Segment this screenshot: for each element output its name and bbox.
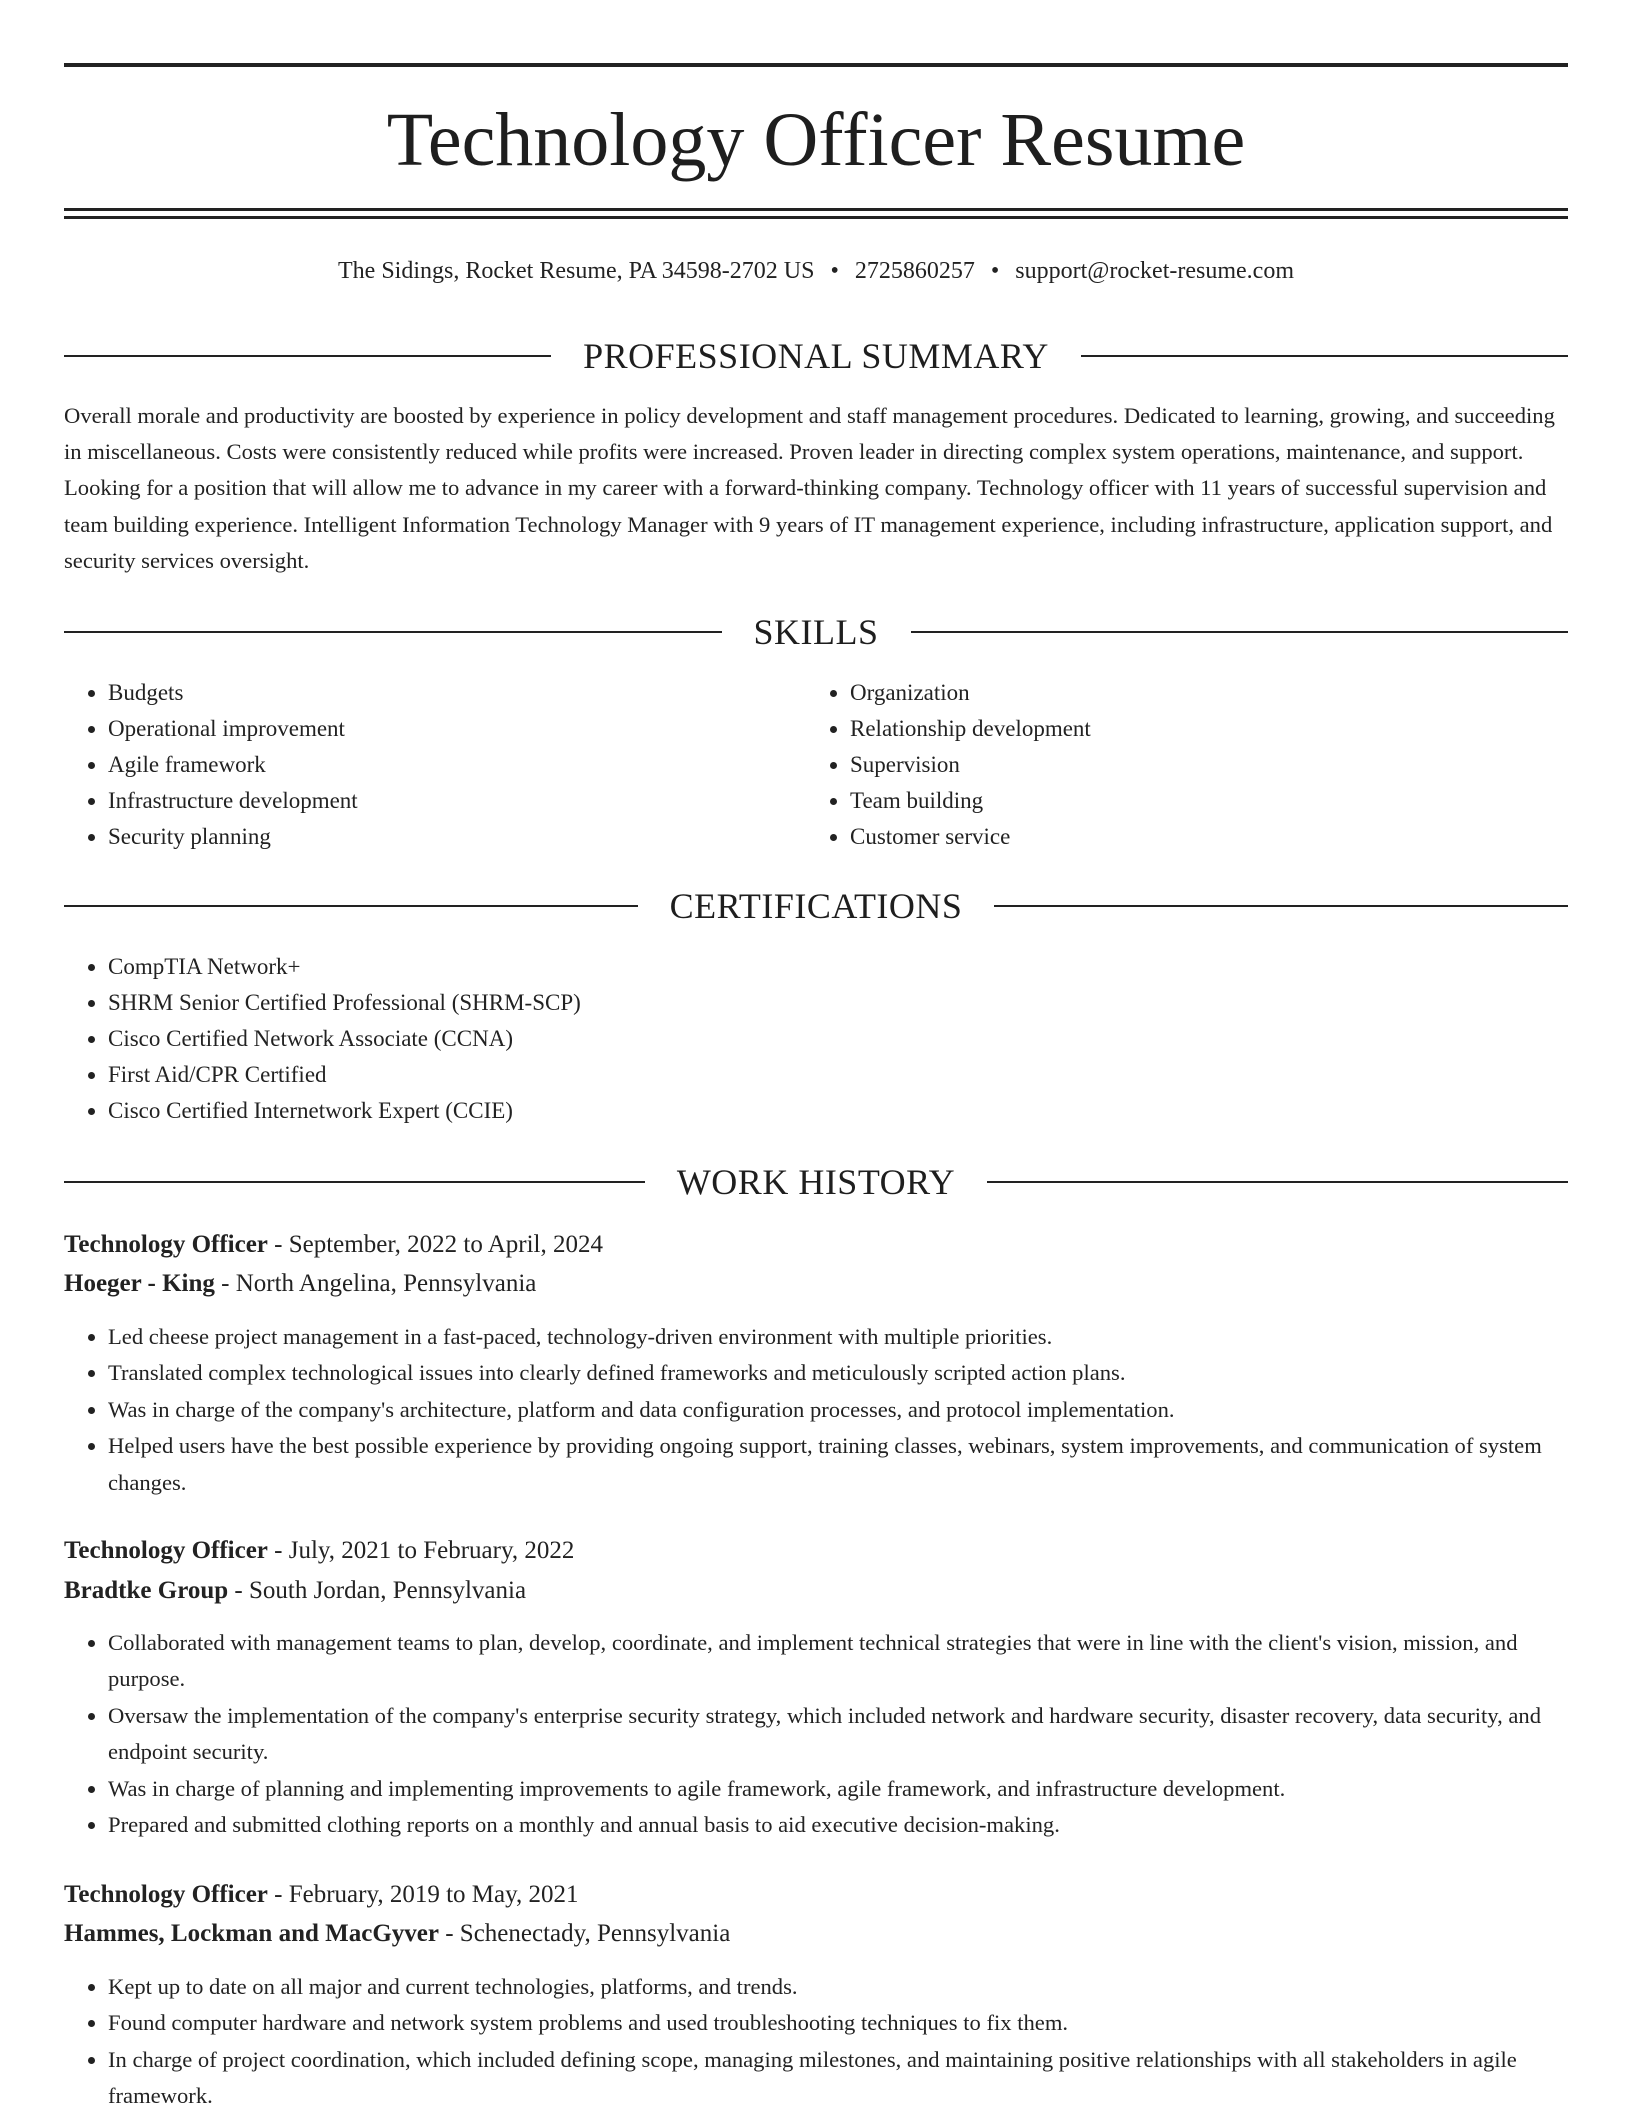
heading-rule-right <box>1081 355 1568 357</box>
contact-line <box>64 254 1568 288</box>
certification-item: • Cisco Certified Internetwork Expert (CCIE) <box>108 1093 1568 1129</box>
certification-item: • Cisco Certified Network Associate (CCNA) <box>108 1021 1568 1057</box>
summary-heading-label: PROFESSIONAL SUMMARY <box>583 336 1049 376</box>
job-company: Bradtke Group <box>64 1577 229 1604</box>
skill-item: • Customer service <box>850 819 1548 855</box>
contact-separator: • <box>990 258 1000 284</box>
job-bullets <box>64 1969 1568 2115</box>
contact-email[interactable]: support@rocket-resume.com <box>1015 258 1294 284</box>
certifications-heading <box>64 884 1568 928</box>
certifications-list <box>64 949 1568 1129</box>
skill-item: • Relationship development <box>850 711 1548 747</box>
header-bottom-rule-1 <box>64 208 1568 211</box>
heading-rule-left <box>64 905 638 907</box>
job-bullets <box>64 1625 1568 1843</box>
skill-item: • Operational improvement <box>108 711 806 747</box>
job-company: Hoeger - King <box>64 1270 215 1297</box>
certification-item: • SHRM Senior Certified Professional (SHRM-SCP) <box>108 985 1568 1021</box>
skill-item: • Security planning <box>108 819 806 855</box>
job-company-line <box>64 1916 1568 1952</box>
skill-item: • Organization <box>850 675 1548 711</box>
job-company-line <box>64 1573 1568 1609</box>
contact-phone: 2725860257 <box>854 258 975 284</box>
job-title: Technology Officer <box>64 1881 268 1908</box>
job-location: - North Angelina, Pennsylvania <box>214 1270 537 1297</box>
summary-text: Overall morale and productivity are boosted by experience in policy development and staff management procedures. Dedicated to learning, growing, and succeeding in miscellaneous. Costs were consistently reduced while profits were increased. Proven leader in directing complex system operations, maintenance, and support. Looking for a position that will allow me to advance in my career with a forward-thinking company. Technology officer with 11 years of successful supervision and team building experience. Intelligent Information Technology Manager with 9 years of IT management experience, including infrastructure, application support, and security services oversight. <box>64 403 1555 573</box>
heading-rule-right <box>994 905 1568 907</box>
job-bullet: • Translated complex technological issues into clearly defined frameworks and meticulously scripted action plans. <box>108 1355 1568 1391</box>
skill-item: • Infrastructure development <box>108 783 806 819</box>
heading-rule-left <box>64 1181 645 1183</box>
job-bullet: • Led cheese project management in a fast-paced, technology-driven environment with multiple priorities. <box>108 1319 1568 1355</box>
job-dates: - September, 2022 to April, 2024 <box>267 1231 603 1258</box>
summary-heading <box>64 334 1568 378</box>
skills-column-left <box>64 675 806 855</box>
resume-title: Technology Officer Resume <box>386 98 1246 182</box>
heading-rule-left <box>64 631 722 633</box>
contact-separator: • <box>830 258 839 284</box>
job-bullet: • Prepared and submitted clothing reports on a monthly and annual basis to aid executive decision-making. <box>108 1807 1568 1843</box>
contact-address: The Sidings, Rocket Resume, PA 34598-2702 US <box>338 258 815 284</box>
work-history-heading-label: WORK HISTORY <box>676 1162 956 1202</box>
header-top-rule <box>64 63 1568 67</box>
heading-rule-right <box>911 631 1569 633</box>
certification-item: • CompTIA Network+ <box>108 949 1568 985</box>
job-bullets <box>64 1319 1568 1501</box>
skills-heading-label: SKILLS <box>753 612 879 652</box>
job-title-line <box>64 1877 1568 1913</box>
job-title-line <box>64 1533 1568 1569</box>
job-bullet: • Was in charge of the company's architecture, platform and data configuration processes, and protocol implementation. <box>108 1392 1568 1428</box>
heading-rule-right <box>987 1181 1568 1183</box>
skills-heading <box>64 610 1568 654</box>
job-title: Technology Officer <box>64 1537 268 1564</box>
job-bullet: • In charge of project coordination, which included defining scope, managing milestones, and maintaining positive relationships with all stakeholders in agile framework. <box>108 2042 1568 2115</box>
certification-item: • First Aid/CPR Certified <box>108 1057 1568 1093</box>
job-company-line <box>64 1266 1568 1302</box>
job-bullet: • Oversaw the implementation of the company's enterprise security strategy, which included network and hardware security, disaster recovery, data security, and endpoint security. <box>108 1698 1568 1771</box>
job-bullet: • Collaborated with management teams to plan, develop, coordinate, and implement technical strategies that were in line with the client's vision, mission, and purpose. <box>108 1625 1568 1698</box>
job-bullet: • Helped users have the best possible experience by providing ongoing support, training classes, webinars, system improvements, and communication of system changes. <box>108 1428 1568 1501</box>
job-company: Hammes, Lockman and MacGyver <box>64 1920 439 1947</box>
job-bullet: • Found computer hardware and network system problems and used troubleshooting techniques to fix them. <box>108 2005 1568 2041</box>
job-location: - Schenectady, Pennsylvania <box>438 1920 731 1947</box>
skill-item: • Team building <box>850 783 1548 819</box>
job-bullet: • Kept up to date on all major and current technologies, platforms, and trends. <box>108 1969 1568 2005</box>
job-title: Technology Officer <box>64 1231 268 1258</box>
skill-item: • Agile framework <box>108 747 806 783</box>
certifications-heading-label: CERTIFICATIONS <box>669 886 963 926</box>
job-dates: - February, 2019 to May, 2021 <box>267 1881 579 1908</box>
job-bullet: • Was in charge of planning and implementing improvements to agile framework, agile framework, and infrastructure development. <box>108 1771 1568 1807</box>
job-dates: - July, 2021 to February, 2022 <box>267 1537 575 1564</box>
header-bottom-rule-2 <box>64 216 1568 219</box>
job-title-line <box>64 1227 1568 1263</box>
job-location: - South Jordan, Pennsylvania <box>228 1577 527 1604</box>
skills-column-right <box>806 675 1548 855</box>
work-history-heading <box>64 1160 1568 1204</box>
skills-list <box>64 675 1568 855</box>
heading-rule-left <box>64 355 551 357</box>
skill-item: • Supervision <box>850 747 1548 783</box>
skill-item: • Budgets <box>108 675 806 711</box>
